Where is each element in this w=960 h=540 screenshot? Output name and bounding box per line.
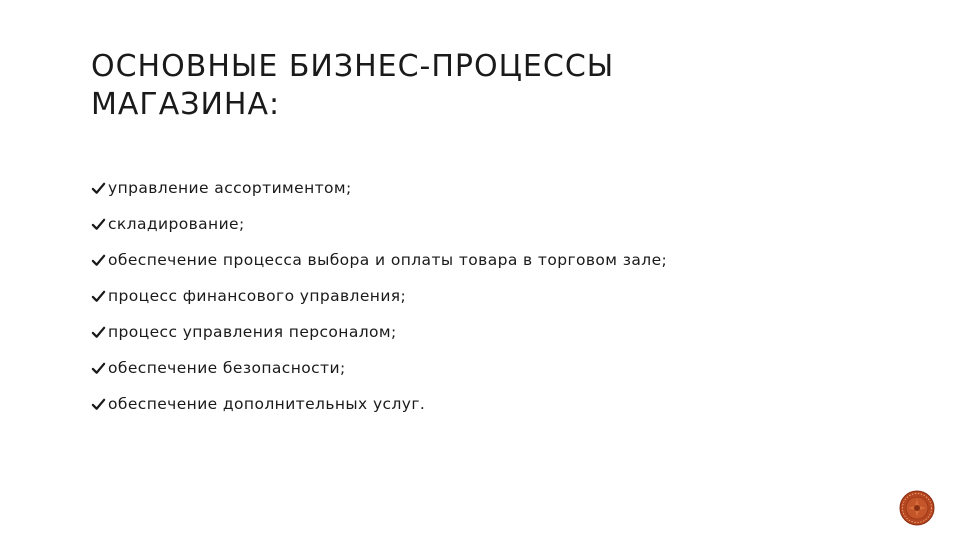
list-item-text: обеспечение дополнительных услуг.	[108, 395, 426, 413]
checkmark-icon	[91, 289, 106, 304]
checkmark-icon	[91, 217, 106, 232]
list-item-text: обеспечение процесса выбора и оплаты товара в торговом зале;	[108, 251, 668, 269]
checkmark-icon	[91, 181, 106, 196]
slide-title-line-2: МАГАЗИНА:	[91, 87, 281, 122]
list-item	[91, 314, 667, 350]
checkmark-icon	[91, 397, 106, 412]
checkmark-icon	[91, 253, 106, 268]
slide-title	[91, 48, 851, 124]
list-item-text: процесс управления персоналом;	[108, 323, 397, 341]
list-item-text: управление ассортиментом;	[108, 179, 352, 197]
checkmark-icon	[91, 361, 106, 376]
list-item	[91, 386, 667, 422]
ornament-badge-icon	[899, 490, 935, 526]
list-item-text: складирование;	[108, 215, 245, 233]
list-item	[91, 278, 667, 314]
list-item-text: обеспечение безопасности;	[108, 359, 346, 377]
list-item	[91, 206, 667, 242]
list-item-text: процесс финансового управления;	[108, 287, 407, 305]
slide-title-line-1: ОСНОВНЫЕ БИЗНЕС-ПРОЦЕССЫ	[91, 49, 615, 84]
bullet-list	[91, 170, 667, 422]
checkmark-icon	[91, 325, 106, 340]
list-item	[91, 350, 667, 386]
list-item	[91, 242, 667, 278]
list-item	[91, 170, 667, 206]
